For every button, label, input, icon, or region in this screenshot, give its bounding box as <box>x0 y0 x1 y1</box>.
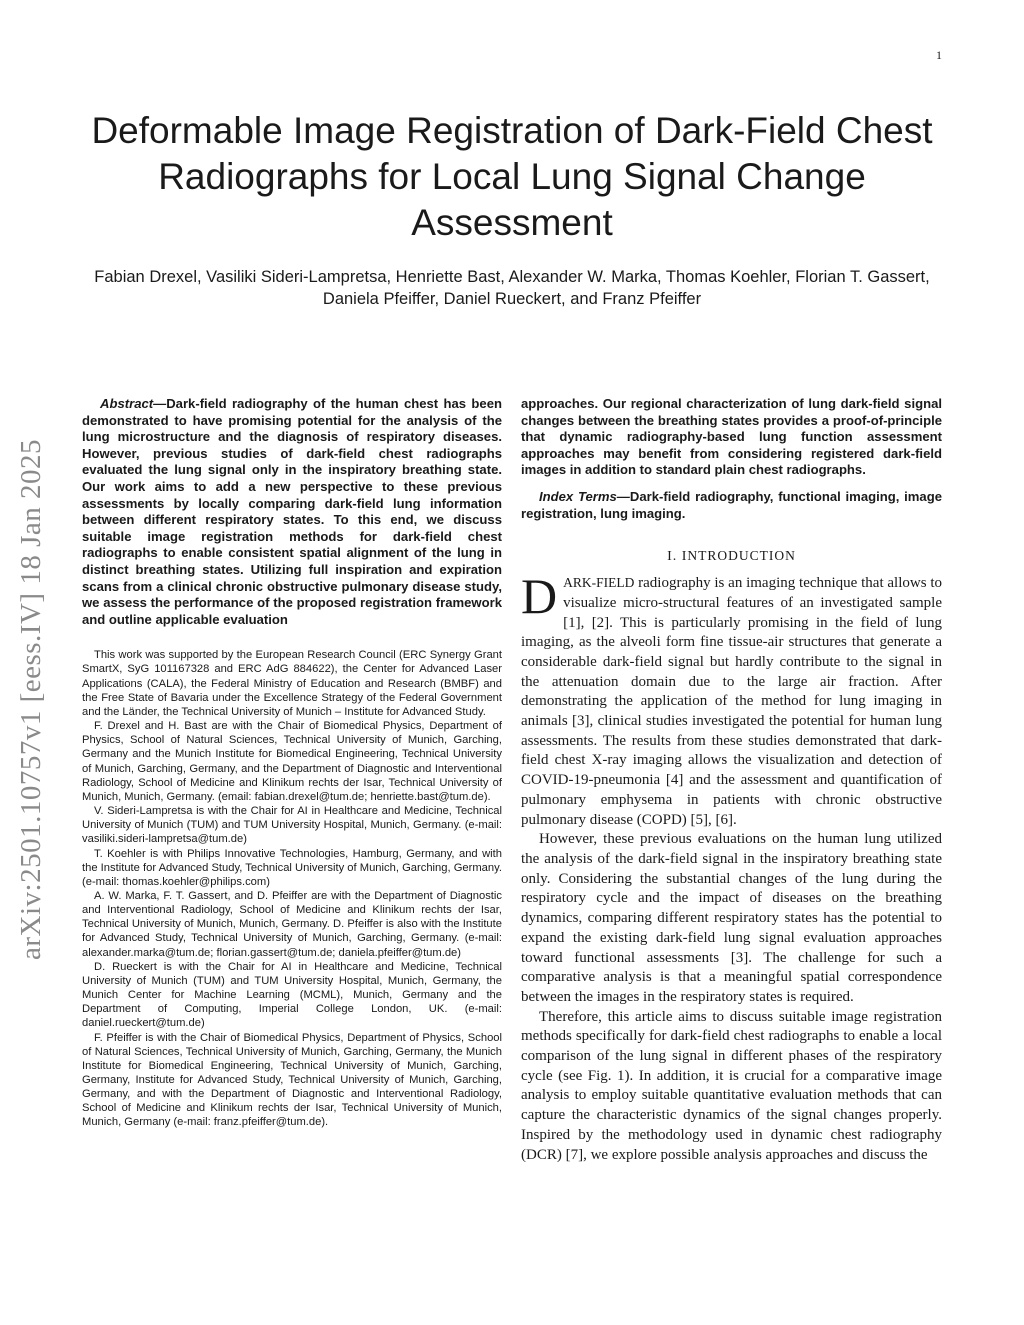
section-title-rest: NTRODUCTION <box>687 548 796 564</box>
page-number: 1 <box>936 48 942 62</box>
abstract-continuation: approaches. Our regional characterization of lung dark-field signal changes between the breathing states provides a proof-of-principle that dynamic radiography-based lung function assessment approaches may benefit from considering registered dark-field images in addition to standard plain chest radiographs. <box>521 396 942 478</box>
index-terms <box>521 489 942 522</box>
abstract-text: Dark-field radiography of the human chest has been demonstrated to have promising potential for the analysis of the lung microstructure and the diagnosis of respiratory diseases. However, previous studies of dark-field chest radiographs evaluated the lung signal only in the inspiratory breathing state. Our work aims to add a new perspective to these previous assessments by locally comparing dark-field lung information between different respiratory states. To this end, we discuss suitable image registration methods for dark-field chest radiographs to enable consistent spatial alignment of the lung in distinct breathing states. Utilizing full inspiration and expiration scans from a clinical chronic obstructive pulmonary disease study, we assess the performance of the proposed registration framework and outline applicable evaluation <box>82 396 502 627</box>
footnote-affiliation: T. Koehler is with Philips Innovative Technologies, Hamburg, Germany, and with the Institute for Advanced Study, Technical University of Munich, Garching, Germany. (e-mail: thomas.koehler@philips.com) <box>82 847 502 888</box>
left-column <box>82 396 502 1130</box>
right-column <box>521 396 942 1165</box>
lead-caps: ARK-FIELD <box>563 575 635 591</box>
intro-paragraph: However, these previous evaluations on the human lung utilized the analysis of the dark-field signal in the inspiratory breathing state only. Considering the substantial changes of the lung during the respiratory cycle and the impact of diseases on the breathing dynamics, comparing different respiratory states has the potential to expand the existing dark-field lung signal evaluation approaches toward functional assessments [3]. The challenge for such a comparative analysis is that a meaningful spatial correspondence between the images in the respiratory states is required. <box>521 831 942 1005</box>
arxiv-identifier-stamp[interactable]: arXiv:2501.10757v1 [eess.IV] 18 Jan 2025 <box>15 439 47 960</box>
footnote-affiliation: A. W. Marka, F. T. Gassert, and D. Pfeiffer are with the Department of Diagnostic and Interventional Radiology, School of Medicine and Klinikum rechts der Isar, Technical University of Munich, Munich, Germany. D. Pfeiffer is also with the Institute for Advanced Study, Technical University of Munich, Garching, Germany. (e-mail: alexander.marka@tum.de; florian.gassert@tum.de; daniela.pfeiffer@tum.de) <box>82 889 502 959</box>
footnote-affiliation: V. Sideri-Lampretsa is with the Chair for AI in Healthcare and Medicine, Technical University of Munich (TUM) and TUM University Hospital, Munich, Germany. (e-mail: vasiliki.sideri-lampretsa@tum.de) <box>82 805 502 846</box>
drop-cap: D <box>521 568 558 625</box>
intro-paragraph <box>521 568 942 830</box>
index-terms-text: Dark-field radiography, functional imaging, image registration, lung imaging. <box>521 488 942 521</box>
section-heading-introduction <box>521 548 942 565</box>
introduction-body <box>521 568 942 1165</box>
section-title-initial: I <box>681 549 688 565</box>
abstract-label: Abstract— <box>100 396 167 411</box>
paper-title: Deformable Image Registration of Dark-Field Chest Radiographs for Local Lung Signal Change Assessment <box>91 110 933 243</box>
abstract <box>82 396 502 628</box>
footnote-affiliation: D. Rueckert is with the Chair for AI in Healthcare and Medicine, Technical University of Munich (TUM) and TUM University Hospital, Munich, Germany, the Munich Center for Machine Learning (MCML), Munich, Germany and the Department of Computing, Imperial College London, UK. (e-mail: daniel.rueckert@tum.de) <box>82 960 502 1030</box>
intro-paragraph-text: radiography is an imaging technique that allows to visualize micro-structural features of an investigated sample [1], [2]. This is particularly promising in the field of lung imaging, as the alveoli form fine tissue-air structures that generate a considerable dark-field signal but hardly contribute to the signal in the attenuation domain due to the large air fraction. After demonstrating the application of the method for lung imaging in animals [3], clinical studies investigated the potential for human lung assessments. The results from these studies demonstrated that dark-field chest X-ray imaging allows the visualization and detection of COVID-19-pneumonia [4] and the assessment and quantification of pulmonary emphysema in patients with chronic obstructive pulmonary disease (COPD) [5], [6]. <box>521 575 942 828</box>
index-terms-label: Index Terms— <box>539 488 630 504</box>
footnote-affiliation: F. Drexel and H. Bast are with the Chair of Biomedical Physics, Department of Physics, School of Natural Sciences, Technical University of Munich, Garching, Germany and the Munich Institute for Biomedical Engineering, Technical University of Munich, Garching, Germany, and the Department of Diagnostic and Interventional Radiology, School of Medicine and Klinikum rechts der Isar, Technical University of Munich, Munich, Germany. (email: fabian.drexel@tum.de; henriette.bast@tum.de). <box>82 720 502 803</box>
footnote-funding: This work was supported by the European Research Council (ERC Synergy Grant SmartX, SyG 101167328 and ERC AdG 884622), the Center for Advanced Laser Applications (CALA), the Federal Ministry of Education and Research (BMBF) and the Free State of Bavaria under the Excellence Strategy of the Federal Government and the Länder, the Technical University of Munich – Institute for Advanced Study. <box>82 649 502 718</box>
footnotes <box>82 648 502 1129</box>
author-list: Fabian Drexel, Vasiliki Sideri-Lampretsa, Henriette Bast, Alexander W. Marka, Thomas Koehler, Florian T. Gassert, Daniela Pfeiffer, Daniel Rueckert, and Franz Pfeiffer <box>94 268 930 308</box>
intro-paragraph: Therefore, this article aims to discuss suitable image registration methods specifically for dark-field chest radiographs to enable a local comparison of the lung signal in different phases of the respiratory cycle (see Fig. 1). In addition, it is crucial for a comparative image analysis to employ suitable quantitative evaluation methods that can capture the characteristic dynamics of the signal changes properly. Inspired by the methodology used in dynamic chest radiography (DCR) [7], we explore possible analysis approaches and discuss the <box>521 1008 942 1163</box>
footnote-affiliation: F. Pfeiffer is with the Chair of Biomedical Physics, Department of Physics, School of Natural Sciences, Technical University of Munich, Garching, Germany, the Munich Institute for Biomedical Engineering, Technical University of Munich, Garching, Germany, Institute for Advanced Study, Technical University of Munich, Garching, Germany, and with the Department of Diagnostic and Interventional Radiology, School of Medicine and Klinikum rechts der Isar, Technical University of Munich, Munich, Germany (e-mail: franz.pfeiffer@tum.de). <box>82 1031 502 1129</box>
section-number: I. <box>667 549 678 565</box>
